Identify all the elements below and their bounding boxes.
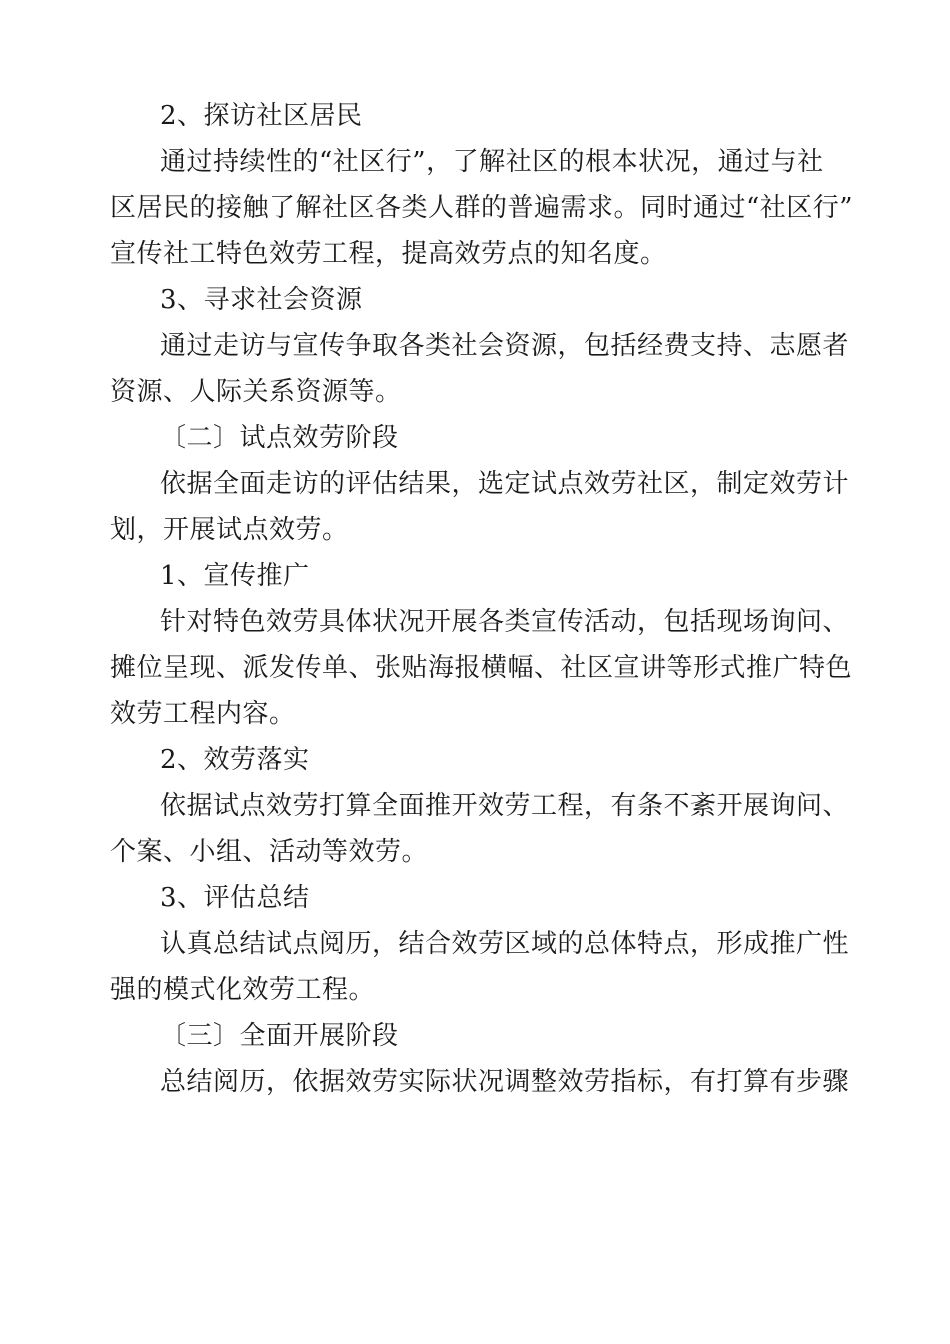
paragraph-line: 针对特色效劳具体状况开展各类宣传活动，包括现场询问、 [160, 607, 850, 637]
subheading-promotion: 1、宣传推广 [160, 561, 310, 591]
paragraph-line: 通过持续性的“社区行”，了解社区的根本状况，通过与社 [160, 147, 824, 177]
section-heading-pilot: 〔二〕试点效劳阶段 [160, 423, 399, 453]
paragraph-line: 总结阅历，依据效劳实际状况调整效劳指标，有打算有步骤 [160, 1067, 850, 1097]
paragraph-line: 区居民的接触了解社区各类人群的普遍需求。同时通过“社区行” [110, 193, 854, 223]
paragraph-line: 摊位呈现、派发传单、张贴海报横幅、社区宣讲等形式推广特色 [110, 653, 853, 683]
subheading-evaluation: 3、评估总结 [160, 883, 310, 913]
paragraph-line: 划，开展试点效劳。 [110, 515, 349, 545]
paragraph-line: 资源、人际关系资源等。 [110, 377, 402, 407]
subheading-seek-resources: 3、寻求社会资源 [160, 285, 363, 315]
paragraph-line: 依据全面走访的评估结果，选定试点效劳社区，制定效劳计 [160, 469, 850, 499]
paragraph-line: 认真总结试点阅历，结合效劳区域的总体特点，形成推广性 [160, 929, 850, 959]
section-heading-full-rollout: 〔三〕全面开展阶段 [160, 1021, 399, 1051]
subheading-implementation: 2、效劳落实 [160, 745, 310, 775]
paragraph-line: 效劳工程内容。 [110, 699, 296, 729]
paragraph-line: 个案、小组、活动等效劳。 [110, 837, 429, 867]
paragraph-line: 宣传社工特色效劳工程，提高效劳点的知名度。 [110, 239, 667, 269]
paragraph-line: 依据试点效劳打算全面推开效劳工程，有条不紊开展询问、 [160, 791, 850, 821]
paragraph-line: 通过走访与宣传争取各类社会资源，包括经费支持、志愿者 [160, 331, 850, 361]
paragraph-line: 强的模式化效劳工程。 [110, 975, 376, 1005]
subheading-visit-residents: 2、探访社区居民 [160, 101, 363, 131]
